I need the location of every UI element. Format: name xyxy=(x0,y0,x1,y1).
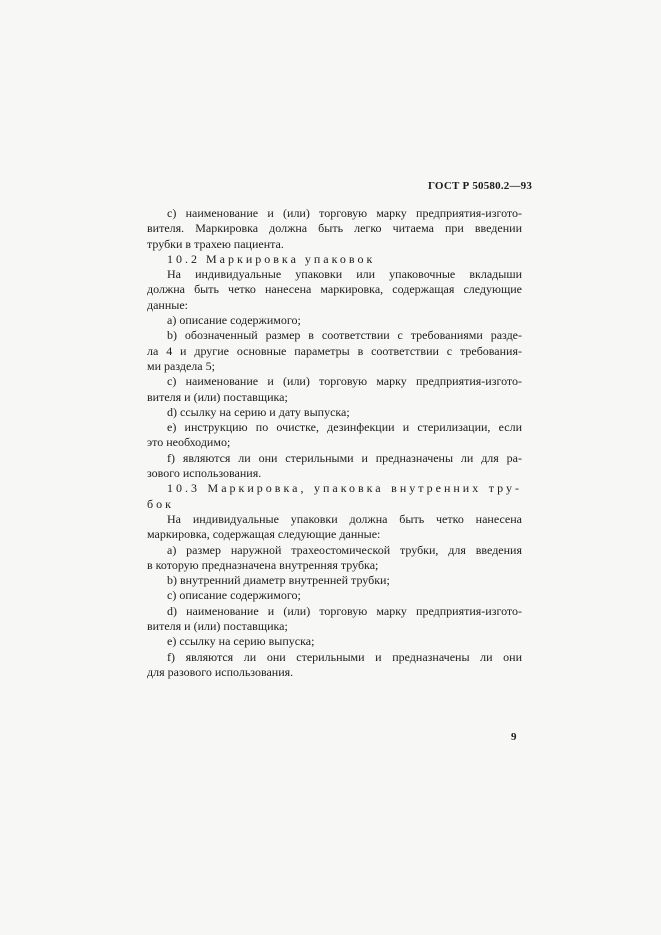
body-text-line: ми раздела 5; xyxy=(147,358,215,373)
body-text-line: c) описание содержимого; xyxy=(167,588,301,603)
body-text-line: маркировка, содержащая следующие данные: xyxy=(147,527,381,542)
page-number: 9 xyxy=(511,731,517,743)
body-text-line: a) размер наружной трахеостомической трубки, для введения xyxy=(167,542,522,557)
body-text-line: b) обозначенный размер в соответствии с требованиями разде- xyxy=(167,328,522,343)
body-text-line: На индивидуальные упаковки должна быть четко нанесена xyxy=(167,511,522,526)
body-text-line: На индивидуальные упаковки или упаковочные вкладыши xyxy=(167,267,522,282)
section-heading-line: бок xyxy=(147,496,174,511)
body-text-line: данные: xyxy=(147,297,188,312)
document-body xyxy=(147,206,522,680)
body-text-line: e) ссылку на серию выпуска; xyxy=(167,634,315,649)
section-heading-line: 10.3 Маркировка, упаковка внутренних тру- xyxy=(167,481,522,496)
document-code: ГОСТ Р 50580.2—93 xyxy=(428,180,533,192)
body-text-line: для разового использования. xyxy=(147,664,294,679)
body-text-line: d) наименование и (или) торговую марку предприятия-изгото- xyxy=(167,603,522,618)
body-text-line: c) наименование и (или) торговую марку предприятия-изгото- xyxy=(167,206,522,220)
body-text-line: вителя и (или) поставщика; xyxy=(147,389,288,404)
body-text-line: в которую предназначена внутренняя трубка; xyxy=(147,557,379,572)
body-text-line: e) инструкцию по очистке, дезинфекции и стерилизации, если xyxy=(167,420,522,435)
body-text-line: вителя и (или) поставщика; xyxy=(147,619,288,634)
section-heading-line: 10.2 Маркировка упаковок xyxy=(167,251,376,266)
body-text-line: ла 4 и другие основные параметры в соответствии с требования- xyxy=(147,343,522,358)
body-text-line: c) наименование и (или) торговую марку предприятия-изгото- xyxy=(167,374,522,389)
body-text-line: это необходимо; xyxy=(147,435,231,450)
body-text-line: f) являются ли они стерильными и предназначены ли для ра- xyxy=(167,450,522,465)
body-text-line: зового использования. xyxy=(147,466,262,481)
body-text-line: d) ссылку на серию и дату выпуска; xyxy=(167,404,350,419)
body-text-line: b) внутренний диаметр внутренней трубки; xyxy=(167,573,390,588)
body-text-line: должна быть четко нанесена маркировка, содержащая следующие xyxy=(147,282,522,297)
body-text-line: трубки в трахею пациента. xyxy=(147,236,284,251)
body-text-line: f) являются ли они стерильными и предназначены ли они xyxy=(167,649,522,664)
body-text-line: вителя. Маркировка должна быть легко читаема при введении xyxy=(147,221,522,236)
body-text-line: a) описание содержимого; xyxy=(167,313,301,328)
